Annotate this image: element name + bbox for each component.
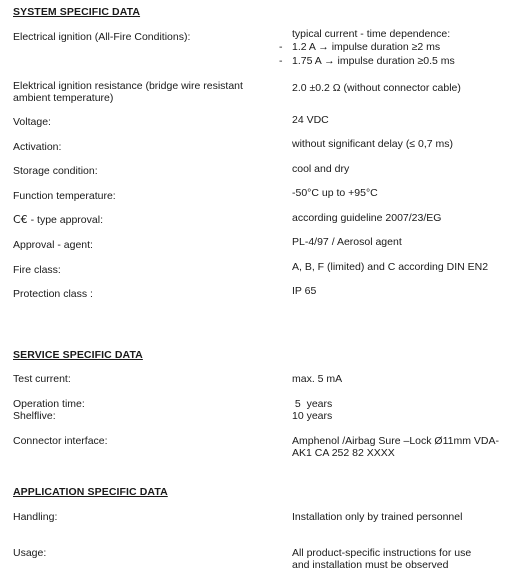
fire-class-label: Fire class: — [13, 264, 61, 276]
voltage-value: 24 VDC — [292, 114, 329, 126]
function-temp-value: -50°C up to +95°C — [292, 187, 378, 199]
test-current-value: max. 5 mA — [292, 373, 343, 385]
activation-value: without significant delay (≤ 0,7 ms) — [292, 138, 453, 150]
connector-value-line1: Amphenol /Airbag Sure –Lock Ø11mm VDA- — [292, 435, 499, 447]
operation-time-value: 5 years — [292, 398, 333, 410]
connector-value-line2: AK1 CA 252 82 XXXX — [292, 447, 395, 459]
operation-time-label: Operation time: — [13, 398, 85, 410]
ignition-resistance-label-line2: ambient temperature) — [13, 92, 114, 104]
protection-class-label: Protection class : — [13, 288, 93, 300]
voltage-label: Voltage: — [13, 116, 51, 128]
storage-label: Storage condition: — [13, 165, 98, 177]
ce-mark-icon: C€ — [13, 213, 28, 226]
handling-label: Handling: — [13, 511, 58, 523]
shelflive-value: 10 years — [292, 410, 333, 422]
fire-class-value: A, B, F (limited) and C according DIN EN2 — [292, 261, 489, 273]
approval-agent-label: Approval - agent: — [13, 239, 93, 251]
connector-label: Connector interface: — [13, 435, 108, 447]
ignition-resistance-value: 2.0 ±0.2 Ω (without connector cable) — [292, 82, 461, 94]
electrical-ignition-label: Electrical ignition (All-Fire Conditions): — [13, 31, 191, 43]
electrical-ignition-bullet-2: 1.75 A → impulse duration ≥0.5 ms — [292, 55, 455, 67]
usage-value-line1: All product-specific instructions for use — [292, 547, 472, 559]
type-approval-value: according guideline 2007/23/EG — [292, 212, 442, 224]
storage-value: cool and dry — [292, 163, 350, 175]
usage-label: Usage: — [13, 547, 47, 559]
test-current-label: Test current: — [13, 373, 71, 385]
type-approval-label: - type approval: — [30, 214, 103, 226]
bullet-marker: - — [279, 41, 283, 53]
section-heading-system: SYSTEM SPECIFIC DATA — [13, 6, 141, 18]
bullet-marker: - — [279, 55, 283, 67]
section-heading-service: SERVICE SPECIFIC DATA — [13, 349, 143, 361]
protection-class-value: IP 65 — [292, 285, 317, 297]
handling-value: Installation only by trained personnel — [292, 511, 463, 523]
electrical-ignition-bullet-1: 1.2 A → impulse duration ≥2 ms — [292, 41, 441, 53]
shelflive-label: Shelflive: — [13, 410, 56, 422]
activation-label: Activation: — [13, 141, 62, 153]
approval-agent-value: PL-4/97 / Aerosol agent — [292, 236, 402, 248]
ignition-resistance-label-line1: Elektrical ignition resistance (bridge wire resistant — [13, 80, 243, 92]
usage-value-line2: and installation must be observed — [292, 559, 449, 571]
function-temp-label: Function temperature: — [13, 190, 116, 202]
section-heading-application: APPLICATION SPECIFIC DATA — [13, 486, 168, 498]
electrical-ignition-intro: typical current - time dependence: — [292, 28, 451, 40]
type-approval-label-row — [13, 214, 103, 226]
